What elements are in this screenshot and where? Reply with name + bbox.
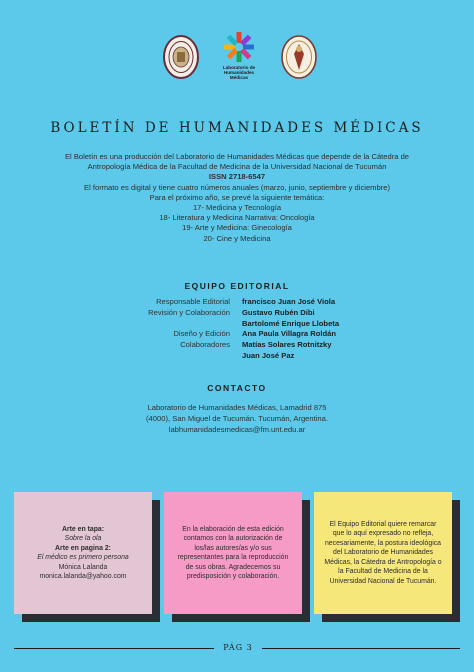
intro-line: El Boletín es una producción del Laboratorio de Humanidades Médicas que depende de la Cátedra de xyxy=(64,152,410,161)
team-row xyxy=(0,319,474,330)
team-row xyxy=(0,340,474,351)
team-name: francisco Juan José Viola xyxy=(242,297,336,306)
team-role: Revisión y Colaboración xyxy=(148,307,230,317)
issn: ISSN 2718-6547 xyxy=(208,172,266,182)
page2-label: Arte en pagina 2: xyxy=(55,544,111,552)
theme-item: 19- Arte y Medicina: Ginecología xyxy=(182,223,292,233)
contact-city: (4000), San Miguel de Tucumán. Tucumán, Argentina. xyxy=(146,414,328,424)
team-role: Colaboradores xyxy=(180,340,230,350)
intro-text xyxy=(20,152,454,244)
team-row xyxy=(0,297,474,308)
theme-item: 17- Medicina y Tecnología xyxy=(192,203,282,213)
theme-item: 18- Literatura y Medicina Narrativa: Oncología xyxy=(159,213,315,223)
artist-name: Mónica Lalanda xyxy=(58,563,108,571)
team-heading: EQUIPO EDITORIAL xyxy=(184,281,290,291)
logos-header xyxy=(0,30,474,90)
page2-work: El médico es primero persona xyxy=(37,554,129,561)
team-list xyxy=(0,297,474,362)
university-seal-left xyxy=(162,34,200,80)
faculty-seal-right xyxy=(280,34,318,80)
team-row xyxy=(0,351,474,362)
art-card xyxy=(14,492,152,614)
team-name: Ana Paula Villagra Roldán xyxy=(242,329,336,339)
team-name: Bartolomé Enrique Llobeta xyxy=(242,318,340,328)
art-credits xyxy=(14,492,152,614)
lab-logo xyxy=(212,30,266,90)
cover-work: Sobre la ola xyxy=(64,535,102,542)
intro-line: Antropología Médica de la Facultad de Medicina de la Universidad Nacional de Tucumán xyxy=(87,162,387,172)
thanks-text: En la elaboración de esta edición contamos con la autorización de los/las autores/as y/o sus representantes para la reproducción de sus obras. Agradecemos su predisposición y colaboración. xyxy=(164,492,302,614)
contact-address: Laboratorio de Humanidades Médicas, Lamadrid 875 xyxy=(147,403,327,412)
lab-name: Laboratorio de Humanidades Médicas xyxy=(222,65,256,80)
team-row xyxy=(0,308,474,319)
disclaimer-card xyxy=(314,492,452,614)
thanks-card xyxy=(164,492,302,614)
footer-divider-right xyxy=(262,648,460,649)
team-row xyxy=(0,329,474,340)
disclaimer-text: El Equipo Editorial quiere remarcar que lo aquí expresado no refleja, necesariamente, la postura ideológica del Laboratorio de Humanidades Médicas, la Cátedra de Antropología o la Facultad de Medicina de la Universidad Nacional de Tucumán. xyxy=(314,492,452,614)
team-name: Juan José Paz xyxy=(242,350,295,360)
page-number: PÁG 3 xyxy=(223,643,253,652)
footer-divider-left xyxy=(14,648,214,649)
contact-heading: CONTACTO xyxy=(207,383,267,393)
contact-block xyxy=(0,402,474,436)
artist-email[interactable]: monica.lalanda@yahoo.com xyxy=(39,573,127,580)
page-title: BOLETÍN DE HUMANIDADES MÉDICAS xyxy=(50,120,424,136)
lab-star-icon xyxy=(222,30,256,64)
theme-item: 20- Cine y Medicina xyxy=(203,233,271,243)
cards-row xyxy=(0,492,474,632)
format-text: El formato es digital y tiene cuatro números anuales (marzo, junio, septiembre y diciembre) xyxy=(84,182,390,192)
team-role: Responsable Editorial xyxy=(156,297,230,306)
team-name: Gustavo Rubén Dibi xyxy=(242,307,315,317)
team-role: Diseño y Edición xyxy=(173,329,230,339)
cover-label: Arte en tapa: xyxy=(61,525,105,533)
team-name: Matías Solares Rotnitzky xyxy=(242,340,332,350)
next-year-text: Para el próximo año, se prevé la siguiente temática: xyxy=(149,192,325,202)
contact-email[interactable]: labhumanidadesmedicas@fm.unt.edu.ar xyxy=(168,425,306,435)
